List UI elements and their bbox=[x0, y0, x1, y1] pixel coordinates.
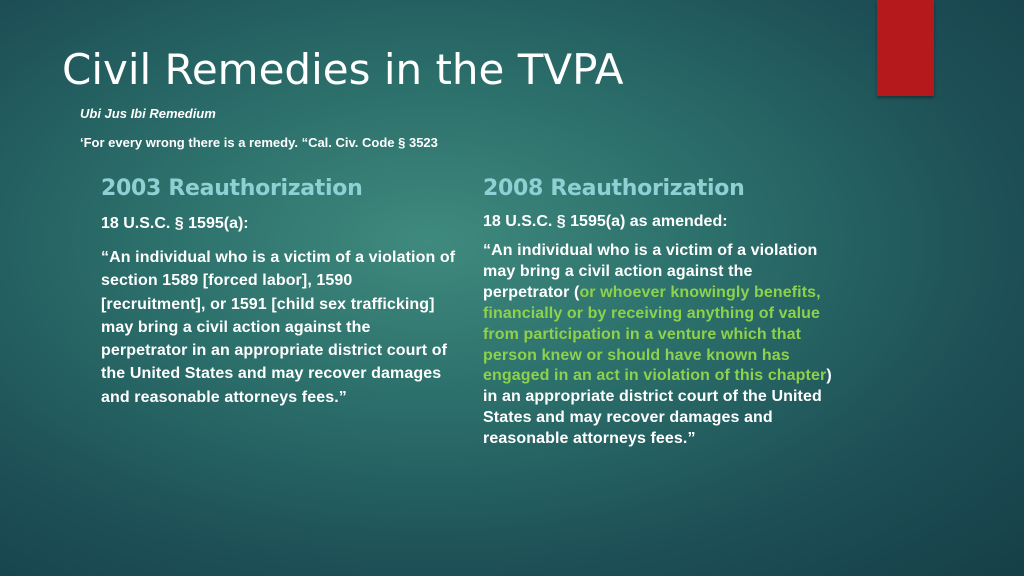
latin-maxim: Ubi Jus Ibi Remedium bbox=[80, 106, 216, 121]
accent-tab bbox=[877, 0, 934, 96]
quote-highlighted-amendment: or whoever knowingly benefits, financially or by receiving anything of value from participation in a venture which that person knew or should have known has engaged in an act in violation of this chapter bbox=[483, 283, 827, 385]
slide-title: Civil Remedies in the TVPA bbox=[62, 45, 624, 94]
left-citation: 18 U.S.C. § 1595(a): bbox=[101, 215, 249, 232]
right-column-heading: 2008 Reauthorization bbox=[483, 176, 745, 201]
left-column-2003 bbox=[101, 174, 461, 409]
right-column-2008 bbox=[483, 174, 843, 450]
left-column-heading: 2003 Reauthorization bbox=[101, 176, 363, 201]
maxim-translation: ‘For every wrong there is a remedy. “Cal. Civ. Code § 3523 bbox=[80, 135, 438, 150]
right-statute-quote bbox=[483, 241, 843, 450]
right-citation: 18 U.S.C. § 1595(a) as amended: bbox=[483, 213, 728, 230]
quote-text-before: “An individual who is a victim of a violation may bring a civil action against the perpetrator ( bbox=[483, 242, 818, 301]
quote-text-after: ) in an appropriate district court of the United States and may recover damages and reasonable attorneys fees.” bbox=[483, 367, 832, 448]
left-statute-quote: “An individual who is a victim of a violation of section 1589 [forced labor], 1590 [recruitment], or 1591 [child sex trafficking] may bring a civil action against the perpetrator in an appropriate district court of the United States and may recover damages and reasonable attorneys fees.” bbox=[101, 249, 456, 406]
